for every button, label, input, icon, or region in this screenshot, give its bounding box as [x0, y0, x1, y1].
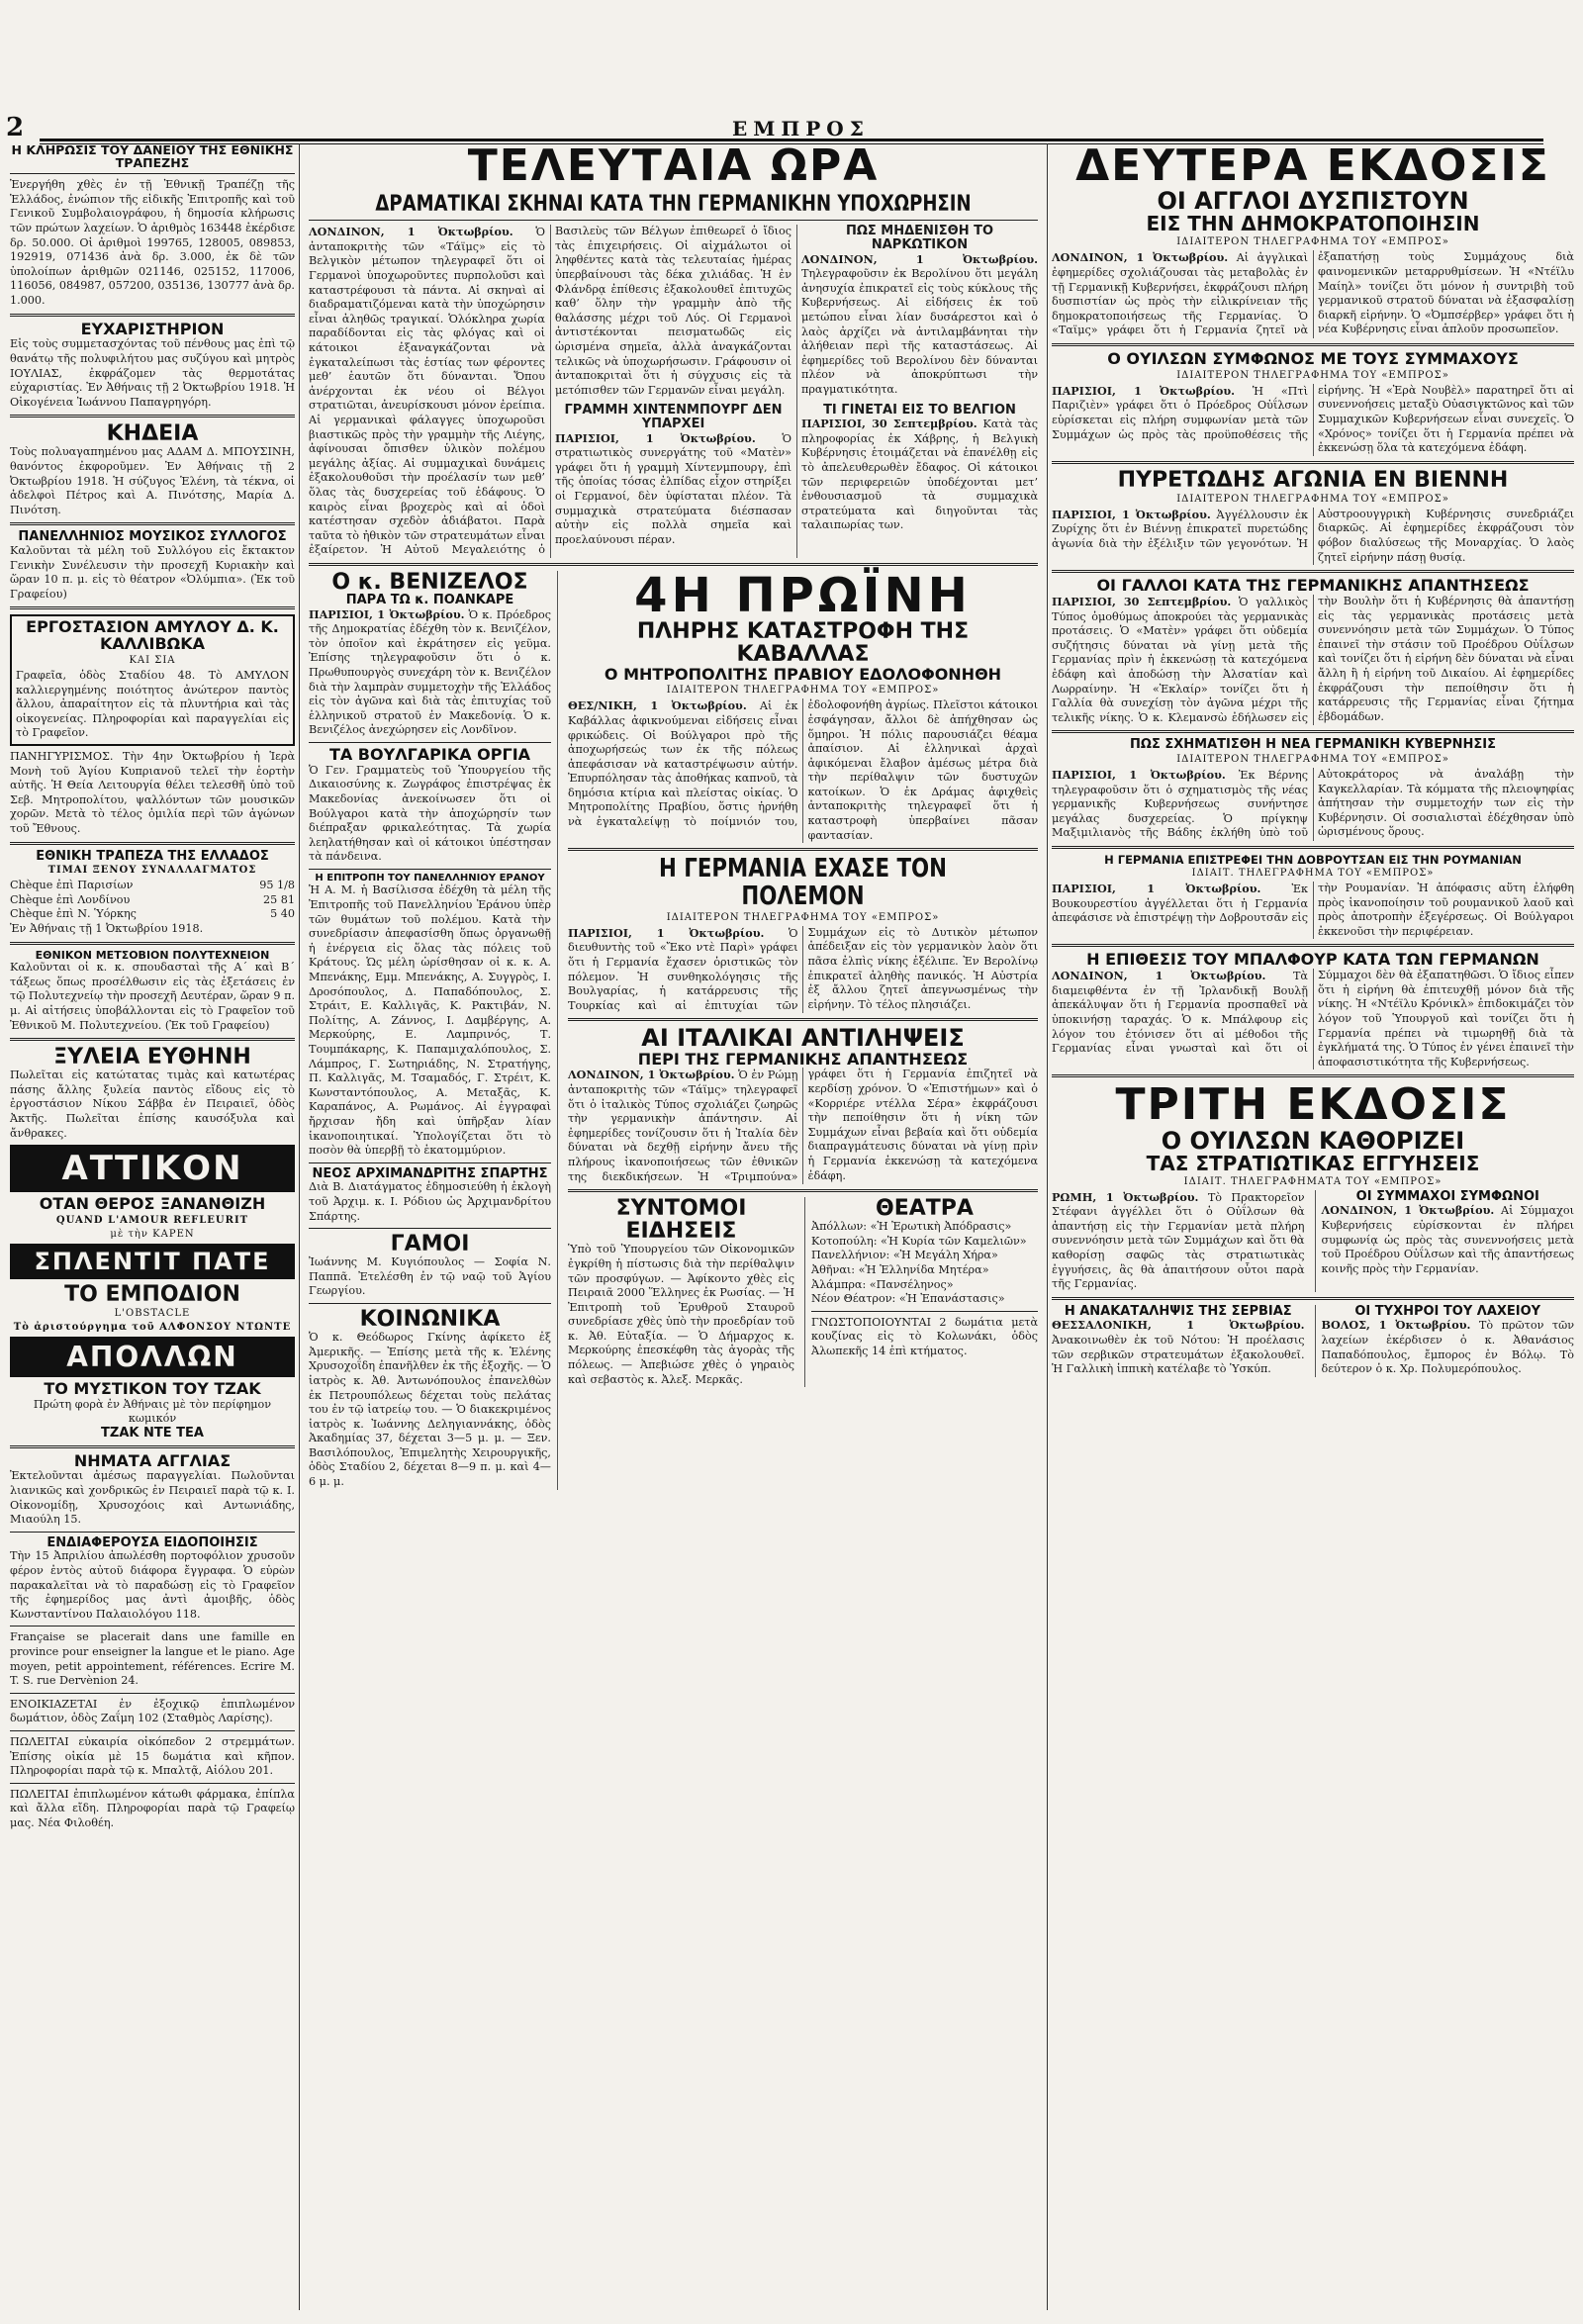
jack-film: ΤΟ ΜΥΣΤΙΚΟΝ ΤΟΥ ΤΖΑΚ: [44, 1379, 261, 1399]
classified-rooms: ΓΝΩΣΤΟΠΟΙΟΥΝΤΑΙ 2 δωμάτια μετὰ κουζίνας εἰς τὸ Κολωνάκι, ὁδὸς Ἀλωπεκῆς 14 ἐπὶ κτήματος.: [811, 1315, 1038, 1357]
kavala-story: [568, 698, 1038, 843]
wilson-guarantees-heading: Ο ΟΥΙΛΣΩΝ ΚΑΘΟΡΙΖΕΙ: [1161, 1126, 1465, 1155]
lottery-winners-text: Τὸ πρῶτον τῶν λαχείων ἐκέρδισεν ὁ κ. Ἀθανάσιος Παπαδόπουλος, ἔμπορος ἐν Βόλῳ. Τὸ δεύτερον ὁ κ. Χρ. Πολυμερόπουλος.: [1321, 1319, 1574, 1376]
brief-news-row: [568, 1197, 1038, 1387]
third-edition-row: [1052, 1190, 1574, 1292]
notice-heading: ΕΝΔΙΑΦΕΡΟΥΣΑ ΕΙΔΟΠΟΙΗΣΙΣ: [47, 1534, 258, 1550]
theatre-row: Ἀθῆναι: «Ἡ Ἑλληνίδα Μητέρα»: [811, 1263, 989, 1277]
social-heading: ΚΟΙΝΩΝΙΚΑ: [359, 1307, 501, 1333]
belgium-heading: ΤΙ ΓΙΝΕΤΑΙ ΕΙΣ ΤΟ ΒΕΛΓΙΟΝ: [823, 402, 1016, 418]
venizelos-story: [309, 607, 551, 738]
divider: [568, 848, 1038, 851]
masthead: [0, 113, 1583, 142]
english-distrust-story: [1052, 250, 1574, 338]
divider: [309, 869, 551, 870]
dateline: ΠΑΡΙΣΙΟΙ, 1 Ὀκτωβρίου.: [1052, 881, 1261, 895]
germany-lost-story: [568, 926, 1038, 1014]
divider: [309, 742, 551, 743]
orgies-heading: ΤΑ ΒΟΥΛΓΑΡΙΚΑ ΟΡΓΙΑ: [328, 745, 531, 765]
funeral-heading: ΚΗΔΕΙΑ: [106, 421, 199, 447]
divider: [309, 1303, 551, 1304]
divider: [1052, 570, 1574, 573]
divider: [10, 1532, 295, 1533]
divider: [1052, 343, 1574, 346]
divider: [10, 415, 295, 418]
divider: [1052, 944, 1574, 947]
brief-news: [568, 1197, 794, 1387]
bank-date: Ἐν Ἀθήναις τῇ 1 Ὀκτωβρίου 1918.: [10, 921, 204, 935]
orgies-text: Ὁ Γεν. Γραμματεὺς τοῦ Ὑπουργείου τῆς Δικαιοσύνης κ. Ζωγράφος ἐπιστρέψας ἐκ Μακεδονίας ἀνεκοίνωσεν ὅτι οἱ Βούλγαροι κατὰ τὴν ἀποχώρησίν των διέπραξαν φρικαλεότητας. Τὰ χωρία λεηλατήθησαν καὶ οἱ κάτοικοι ὑπέστησαν τὰ πάνδεινα.: [309, 763, 551, 864]
english-distrust-agency: ΙΔΙΑΙΤΕΡΟΝ ΤΗΛΕΓΡΑΦΗΜΑ ΤΟΥ «ΕΜΠΡΟΣ»: [1176, 236, 1449, 248]
left-column: [6, 143, 300, 2310]
third-edition-heading: ΤΡΙΤΗ ΕΚΔΟΣΙΣ: [1115, 1079, 1511, 1131]
new-government-heading: ΠΩΣ ΣΧΗΜΑΤΙΣΘΗ Η ΝΕΑ ΓΕΡΜΑΝΙΚΗ ΚΥΒΕΡΝΗΣΙΣ: [1130, 737, 1496, 753]
music-society-text: Καλοῦνται τὰ μέλη τοῦ Συλλόγου εἰς ἔκτακτον Γενικὴν Συνέλευσιν τὴν προσεχῆ Κυριακὴν καὶ ὥραν 10 π. μ. εἰς τὸ θέατρον «Ὀλύμπια». (Ἐκ τοῦ Γραφείου): [10, 544, 295, 601]
vienna-heading: ΠΥΡΕΤΩΔΗΣ ΑΓΩΝΙΑ ΕΝ ΒΙΕΝΝΗ: [1117, 467, 1509, 493]
rate-row: [10, 893, 295, 908]
divider: [309, 1228, 551, 1229]
divider: [10, 1783, 295, 1784]
dateline: ΠΑΡΙΣΙΟΙ, 1 Ὀκτωβρίου.: [1052, 383, 1236, 398]
dateline: ΠΑΡΙΣΙΟΙ, 1 Ὀκτωβρίου.: [1052, 767, 1226, 782]
divider: [1052, 730, 1574, 733]
dateline: ΛΟΝΔΙΝΟΝ, 1 Ὀκτωβρίου.: [1052, 969, 1266, 983]
venizelos-heading: Ο κ. ΒΕΝΙΖΕΛΟΣ: [331, 569, 528, 595]
bank-sub: ΤΙΜΑΙ ΞΕΝΟΥ ΣΥΝΑΛΛΑΓΜΑΤΟΣ: [47, 865, 257, 877]
page-number: 2: [6, 113, 25, 142]
italian-sub: ΠΕΡΙ ΤΗΣ ΓΕΡΜΑΝΙΚΗΣ ΑΠΑΝΤΗΣΕΩΣ: [637, 1049, 969, 1069]
weddings-text: Ἰωάννης Μ. Κυγιόπουλος — Σοφία Ν. Παππᾶ. Ἐτελέσθη ἐν τῷ ναῷ τοῦ Ἁγίου Γεωργίου.: [309, 1255, 551, 1298]
balfour-text: Τὰ διαμειφθέντα ἐν τῇ Ἰρλανδικῇ Βουλῇ ἀπεκάλυψαν ὅτι ἡ Γερμανία προσπαθεῖ νὰ ὑποκινήσῃ ταραχάς. Ὁ κ. Μπάλφουρ εἰς λόγον του ἐτόνισεν ὅτι αἱ μέθοδοι τῆς Γερμανίας εἶναι γνωσταὶ καὶ ὅτι οἱ Σύμμαχοι δὲν θὰ ἐξαπατηθῶσι. Ὁ ἴδιος εἶπεν ὅτι ἡ εἰρήνη θὰ ἐπιτευχθῇ μόνον διὰ τῆς νίκης. Ἡ «Ντέϊλυ Κρόνικλ» ἐπιδοκιμάζει τὸν λόγον τοῦ Ὑπουργοῦ καὶ τονίζει ὅτι ἡ Γερμανία πρέπει νὰ τιμωρηθῇ διὰ τὰ ἐγκλήματά της. Ὁ Τύπος ἐν γένει ἐπαινεῖ τὴν ἀποφασιστικότητα τῆς Κυβερνήσεως.: [1052, 969, 1574, 1069]
narcotic-text: Τηλεγραφοῦσιν ἐκ Βερολίνου ὅτι μεγάλη ἀνησυχία ἐπικρατεῖ εἰς τοὺς κύκλους τῆς Κυβερνήσεως. Αἱ εἰδήσεις ἐκ τοῦ μετώπου εἶναι λίαν δυσάρεστοι καὶ ὁ λαὸς ἀρχίζει νὰ ἀντιλαμβάνηται τὴν ἀλήθειαν περὶ τῆς καταστάσεως. Αἱ ἐφημερίδες τοῦ Βερολίνου δὲν δύνανται πλέον νὰ ἀποκρύπτωσι τὴν πραγματικότητα.: [801, 267, 1038, 396]
wilson-guarantees-agency: ΙΔΙΑΙΤ. ΤΗΛΕΓΡΑΦΗΜΑΤΑ ΤΟΥ «ΕΜΠΡΟΣ»: [1183, 1175, 1443, 1187]
vienna-story: [1052, 508, 1574, 565]
brief-news-heading: ΣΥΝΤΟΜΟΙ ΕΙΔΗΣΕΙΣ: [615, 1196, 747, 1245]
wilson-agrees-story: [1052, 384, 1574, 456]
timber-heading: ΞΥΛΕΙΑ ΕΥΘΗΝΗ: [53, 1045, 251, 1070]
bottom-row: [1052, 1305, 1574, 1377]
rate-row: [10, 907, 295, 922]
hindenburg-heading: ΓΡΑΜΜΗ ΧΙΝΤΕΝΜΠΟΥΡΓ ΔΕΝ ΥΠΑΡΧΕΙ: [564, 403, 783, 432]
attikon-film: ΟΤΑΝ ΘΕΡΟΣ ΞΑΝΑΝΘΙΖΗ: [39, 1194, 266, 1214]
venizelos-sub: ΠΑΡΑ ΤΩ κ. ΠΟΑΝΚΑΡΕ: [345, 593, 514, 608]
center-left-sub: [309, 571, 558, 1490]
apollon-banner: ΑΠΟΛΛΩΝ: [10, 1337, 295, 1377]
masthead-rule: [40, 139, 1543, 141]
rate-value: 95 1/8: [259, 879, 295, 892]
serbia-heading: Η ΑΝΑΚΑΤΑΛΗΨΙΣ ΤΗΣ ΣΕΡΒΙΑΣ: [1064, 1303, 1292, 1319]
archimandrite-heading: ΝΕΟΣ ΑΡΧΙΜΑΝΔΡΙΤΗΣ ΣΠΑΡΤΗΣ: [312, 1165, 548, 1181]
theatre-listing: [811, 1220, 1038, 1307]
classified-1: ΕΝΟΙΚΙΑΖΕΤΑΙ ἐν ἐξοχικῷ ἐπιπλωμένον δωμάτιον, ὁδὸς Ζαΐμη 102 (Σταθμὸς Λαρίσης).: [10, 1697, 295, 1725]
germany-lost-heading: Η ΓΕΡΜΑΝΙΑ ΕΧΑΣΕ ΤΟΝ ΠΟΛΕΜΟΝ: [658, 854, 948, 911]
classified-3: ΠΩΛΕΙΤΑΙ ἐπιπλωμένον κάτωθι φάρμακα, ἐπίπλα καὶ ἄλλα εἴδη. Πληροφορίαι παρὰ τῷ Γραφείῳ μας. Νέα Φιλοθέη.: [10, 1787, 295, 1829]
lottery-winners-heading: ΟΙ ΤΥΧΗΡΟΙ ΤΟΥ ΛΑΧΕΙΟΥ: [1354, 1303, 1541, 1319]
social-text: Ὁ κ. Θεόδωρος Γκίνης ἀφίκετο ἐξ Ἀμερικῆς. — Ἐπίσης μετὰ τῆς κ. Ἑλένης Χρυσοχοΐδη ἐπανῆλθεν ἐκ τῆς ἐξοχῆς. — Ὁ ἰατρὸς κ. Ἀθ. Ἀντωνόπουλος ἐπανελθὼν ἐκ Πετρουπόλεως δέχεται τοὺς πελάτας του ἐν τῷ ἰατρείῳ του. — Ὁ διακεκριμένος ἰατρὸς κ. Ἰωάννης Δεληγιαννάκης, ὁδὸς Ἀκαδημίας 37, δέχεται 3—5 μ. μ. — Ξεν. Βασιλόπουλος, Ἐπιμελητὴς Χειρουργικῆς, ὁδὸς Σταδίου 2, δέχεται 8—9 π. μ. καὶ 4—6 μ. μ.: [309, 1331, 551, 1489]
hindenburg-text: Ὁ στρατιωτικὸς συνεργάτης τοῦ «Ματὲν» γράφει ὅτι ἡ γραμμὴ Χίντενμπουργ, ἐπὶ τῆς ὁποίας τόσας ἐλπίδας εἶχον στηρίξει οἱ Γερμανοί, δὲν ὑφίσταται πλέον. Τὰ συμμαχικὰ στρατεύματα διέσπασαν αὐτὴν εἰς πολλὰ σημεῖα καὶ προελαύνουσι πέραν.: [555, 431, 792, 546]
french-reply-text: Ὁ γαλλικὸς Τύπος ὁμοθύμως ἀποκρούει τὰς γερμανικὰς προτάσεις. Ὁ «Ματὲν» γράφει ὅτι οὐδεμία συζήτησις δύναται νὰ γίνῃ μετὰ τῆς Γερμανίας πρὶν ἡ ἐκκενώσῃ τὰ κατεχόμενα ἐδάφη καὶ ἀποδώσῃ τὴν Ἀλσατίαν καὶ Λωρραίνην. Ἡ «Ἐκλαίρ» τονίζει ὅτι ἡ Γαλλία θὰ συνεχίσῃ τὸν ἀγῶνα μέχρι τῆς τελικῆς νίκης. Ὁ κ. Κλεμανσὼ ἐδήλωσεν εἰς τὴν Βουλὴν ὅτι ἡ Κυβέρνησις θὰ ἀπαντήσῃ εἰς τὰς γερμανικὰς προτάσεις μετὰ συνεννόησιν μετὰ τῶν Συμμάχων. Ὁ Τύπος ἐπαινεῖ τὴν στάσιν τοῦ Προέδρου Οὐΐλσων καὶ τονίζει ὅτι ἡ εἰρήνη δὲν δύναται νὰ εἶναι ἄλλη ἢ ἡ εἰρήνη τοῦ Δικαίου. Αἱ ἐφημερίδες ἐκφράζουσι τὴν πεποίθησιν ὅτι ἡ κατάρρευσις τῆς Γερμανίας εἶναι ζήτημα ἑβδομάδων.: [1052, 594, 1574, 724]
fundraiser-heading: Η ΕΠΙΤΡΟΠΗ ΤΟΥ ΠΑΝΕΛΛΗΝΙΟΥ ΕΡΑΝΟΥ: [315, 872, 545, 883]
paper-name: ΕΜΠΡΟΣ: [732, 117, 870, 140]
divider: [309, 1162, 551, 1163]
divider: [568, 1189, 1038, 1192]
attikon-banner: ΑΤΤΙΚΟΝ: [10, 1145, 295, 1192]
dateline: ΠΑΡΙΣΙΟΙ, 1 Ὀκτωβρίου.: [309, 606, 465, 621]
morning-edition-heading: 4Η ΠΡΩΪΝΗ: [634, 567, 972, 623]
divider: [1052, 461, 1574, 464]
polytechnic-text: Καλοῦνται οἱ κ. κ. σπουδασταὶ τῆς Α΄ καὶ Β΄ τάξεως ὅπως προσέλθωσιν εἰς τὰς ἐξετάσεις ἐν τῷ Πολυτεχνείῳ τὴν προσεχῆ Δευτέραν, ὥραν 9 π. μ. Αἱ αἰτήσεις ὑποβάλλονται εἰς τὸ Γραφεῖον τοῦ Ἐθνικοῦ Μ. Πολυτεχνείου. (Ἐκ τοῦ Γραφείου): [10, 961, 295, 1032]
weddings-heading: ΓΑΜΟΙ: [390, 1232, 470, 1257]
divider: [10, 1445, 295, 1448]
germany-lost-text: Ὁ διευθυντὴς τοῦ «Ἔκο ντὲ Παρὶ» γράφει ὅτι ἡ Γερμανία ἔχασεν ὁριστικῶς τὸν πόλεμον. Ἡ συνθηκολόγησις τῆς Βουλγαρίας, ἡ κατάρρευσις τῆς Τουρκίας καὶ αἱ ἐπιτυχίαι τῶν Συμμάχων εἰς τὸ Δυτικὸν μέτωπον ἀπέδειξαν εἰς τὸν γερμανικὸν λαὸν ὅτι πᾶσα ἐλπὶς νίκης ἐξέλιπε. Ἐν Βερολίνῳ ἐπικρατεῖ ἀληθὴς πανικός. Ἡ Αὐστρία ἐξ ἄλλου ζητεῖ ἀπεγνωσμένως τὴν εἰρήνην. Τὸ τέλος πλησιάζει.: [568, 925, 1038, 1012]
last-hour-heading: ΤΕΛΕΥΤΑΙΑ ΩΡΑ: [467, 143, 880, 191]
dateline: ΛΟΝΔΙΝΟΝ, 1 Ὀκτωβρίου.: [801, 251, 1038, 266]
rate-label: Chèque ἐπὶ Λονδίνου: [10, 892, 131, 906]
bank-heading: ΕΘΝΙΚΗ ΤΡΑΠΕΖΑ ΤΗΣ ΕΛΛΑΔΟΣ: [36, 848, 269, 864]
music-society-heading: ΠΑΝΕΛΛΗΝΙΟΣ ΜΟΥΣΙΚΟΣ ΣΥΛΛΟΓΟΣ: [18, 529, 287, 545]
obstacle-film-author: Τὸ ἀριστούργημα τοῦ ΑΛΦΟΝΣΟΥ ΝΤΩΝΤΕ: [13, 1322, 292, 1334]
belgium-text: Κατὰ τὰς πληροφορίας ἐκ Χάβρης, ἡ Βελγικὴ Κυβέρνησις ἑτοιμάζεται νὰ ἐπανέλθῃ εἰς τὸ ἀπελευθερωθὲν ἔδαφος. Οἱ κάτοικοι τῶν περιφερειῶν ὑποδέχονται μετ’ ἐνθουσιασμοῦ τὰ συμμαχικὰ στρατεύματα καὶ διηγοῦνται τὰς ταλαιπωρίας των.: [801, 418, 1038, 532]
dateline: ΠΑΡΙΣΙΟΙ, 30 Σεπτεμβρίου.: [801, 417, 978, 431]
center-right-sub: [568, 567, 1038, 1490]
theatre-row: Ἀπόλλων: «Ἡ Ἐρωτικὴ Ἀπόδρασις»: [811, 1220, 1012, 1234]
dramatic-scenes-story: [309, 225, 1038, 558]
dramatic-scenes-text: Ὁ ἀνταποκριτὴς τῶν «Τάϊμς» εἰς τὸ Βελγικὸν μέτωπον τηλεγραφεῖ ὅτι οἱ Γερμανοὶ ὑποχωροῦντες πυρπολοῦσι καὶ καταστρέφουσι τὰ πάντα. Αἱ σκηναὶ αἱ διαδραματιζόμεναι κατὰ τὴν ὑποχώρησιν εἶναι ἀληθῶς τραγικαί. Ὁλόκληρα χωρία παραδίδονται εἰς τὰς φλόγας καὶ οἱ κάτοικοι ἐξαναγκάζονται νὰ ἐγκαταλείπωσι τὰς ἑστίας των φέροντες μεθ’ ἑαυτῶν ὅτι δύνανται. Ὅπου ἀνέρχονται ἐκ νέου οἱ Βέλγοι στρατιῶται, ἀνευρίσκουσι μόνον ἐρείπια. Αἱ γερμανικαὶ φάλαγγες ὑποχωροῦσι βιαστικῶς πρὸς τὴν γραμμὴν τῆς Λιέγης, ἀφίνουσαι ὄπισθεν ὑλικὸν πολέμου μεγάλης ἀξίας. Αἱ συμμαχικαὶ δυνάμεις ἐξακολουθοῦσι τὴν προέλασίν των μεθ’ ὅλας τὰς δυσχερείας τοῦ ἐδάφους. Ὁ καιρὸς εἶναι βροχερὸς καὶ αἱ ὁδοὶ κατέστησαν σχεδὸν ἀδιάβατοι. Παρὰ ταῦτα τὸ ἠθικὸν τῶν στρατευμάτων εἶναι ἐξαίρετον. Ἡ Αὐτοῦ Μεγαλειότης ὁ Βασιλεὺς τῶν Βέλγων ἐπιθεωρεῖ ὁ ἴδιος τὰς ἐπιχειρήσεις. Οἱ αἰχμάλωτοι οἱ ληφθέντες κατὰ τὰς τελευταίας ἡμέρας ὑπερβαίνουσι τὰς δέκα χιλιάδας. Ἡ ἐν Φλάνδρᾳ ἐπίθεσις ἐξακολουθεῖ ἐπιτυχῶς καθ’ ὅλην τὴν γραμμὴν ἀπὸ τῆς θαλάσσης μέχρι τοῦ Λύς. Οἱ Γερμανοὶ ἀντιστέκονται πεισματωδῶς εἰς ὡρισμένα σημεῖα, ἀλλὰ ἀναγκάζονται τελικῶς νὰ ὑποχωρήσωσιν. Γράφουσιν οἱ ἀνταποκριταὶ ὅτι ἡ σύγχυσις εἰς τὰ μετόπισθεν τῶν Γερμανῶν εἶναι μεγάλη.: [309, 225, 792, 557]
festival-text: ΠΑΝΗΓΥΡΙΣΜΟΣ. Τὴν 4ην Ὀκτωβρίου ἡ Ἱερὰ Μονὴ τοῦ Ἁγίου Κυπριανοῦ τελεῖ τὴν ἑορτὴν αὐτῆς. Ἡ Θεία Λειτουργία θέλει τελεσθῆ ὑπὸ τοῦ Σεβ. Μητροπολίτου, ψαλλόντων τῶν μουσικῶν χορῶν. Μετὰ τὸ τέλος ὁμιλία περὶ τῶν ἀγώνων τοῦ Ἔθνους.: [10, 750, 295, 835]
divider: [1052, 846, 1574, 849]
serbia-text: Ἀνακοινωθὲν ἐκ τοῦ Νότου: Ἡ προέλασις τῶν σερβικῶν στρατευμάτων ἐξακολουθεῖ. Ἡ Γαλλικὴ ἱππικὴ κατέλαβε τὸ Ὑσκύπ.: [1052, 1334, 1305, 1376]
italian-story: [568, 1068, 1038, 1184]
divider: [1052, 1297, 1574, 1300]
lottery-text: Ἐνεργήθη χθὲς ἐν τῇ Ἐθνικῇ Τραπέζῃ τῆς Ἑλλάδος, ἐνώπιον τῆς εἰδικῆς Ἐπιτροπῆς καὶ τοῦ Γενικοῦ Συμβολαιογράφου, ἡ δημοσία κλήρωσις τῶν πρώτων λαχείων. Ὁ ἀριθμὸς 163448 ἐκέρδισε δρ. 50.000. Οἱ ἀριθμοὶ 199765, 128005, 089853, 192919, 071436 ἀνὰ δρ. 3.000, ἐκ δὲ τῶν ὑπολοίπων ἀριθμῶν 021146, 025152, 117006, 116056, 084987, 057200, 035136, 130777 ἀνὰ δρ. 1.000.: [10, 178, 295, 307]
dobruja-agency: ΙΔΙΑΙΤ. ΤΗΛΕΓΡΑΦΗΜΑ ΤΟΥ «ΕΜΠΡΟΣ»: [1191, 867, 1435, 879]
dateline: ΛΟΝΔΙΝΟΝ, 1 Ὀκτωβρίου.: [1321, 1203, 1495, 1218]
english-distrust-sub: ΕΙΣ ΤΗΝ ΔΗΜΟΚΡΑΤΟΠΟΙΗΣΙΝ: [1146, 212, 1480, 236]
wilson-agrees-agency: ΙΔΙΑΙΤΕΡΟΝ ΤΗΛΕΓΡΑΦΗΜΑ ΤΟΥ «ΕΜΠΡΟΣ»: [1176, 369, 1449, 381]
starch-heading: ΕΡΓΟΣΤΑΣΙΟΝ ΑΜΥΛΟΥ Δ. Κ. ΚΑΛΛΙΒΩΚΑ: [26, 617, 279, 654]
new-government-story: [1052, 768, 1574, 841]
rate-row: [10, 879, 295, 893]
balfour-heading: Η ΕΠΙΘΕΣΙΣ ΤΟΥ ΜΠΑΛΦΟΥΡ ΚΑΤΑ ΤΩΝ ΓΕΡΜΑΝΩΝ: [1086, 950, 1539, 970]
vienna-agency: ΙΔΙΑΙΤΕΡΟΝ ΤΗΛΕΓΡΑΦΗΜΑ ΤΟΥ «ΕΜΠΡΟΣ»: [1176, 493, 1449, 505]
divider: [10, 314, 295, 317]
attikon-film-star: μὲ τὴν ΚΑΡΕΝ: [110, 1228, 195, 1240]
wilson-agrees-text: Ἡ «Πτὶ Παριζιὲν» γράφει ὅτι ὁ Πρόεδρος Οὐΐλσων εὑρίσκεται εἰς πλήρη συμφωνίαν μετὰ τῶν Συμμάχων ὡς πρὸς τὰς προϋποθέσεις τῆς εἰρήνης. Ἡ «Ἐρὰ Νουβὲλ» παρατηρεῖ ὅτι αἱ συνεννοήσεις μεταξὺ Οὐασιγκτῶνος καὶ τῶν Συμμαχικῶν Κυβερνήσεων εἶναι συνεχεῖς. Ὁ «Χρόνος» τονίζει ὅτι ἡ Γερμανία πρέπει νὰ ἐκκενώσῃ ὅλα τὰ κατεχόμενα ἐδάφη.: [1052, 383, 1574, 455]
divider: [10, 1693, 295, 1694]
second-edition-heading: ΔΕΥΤΕΡΑ ΕΚΔΟΣΙΣ: [1075, 143, 1550, 191]
obstacle-film: ΤΟ ΕΜΠΟΔΙΟΝ: [64, 1281, 240, 1307]
narcotic-heading: ΠΩΣ ΜΗΔΕΝΙΣΘΗ ΤΟ ΝΑΡΚΩΤΙΚΟΝ: [845, 224, 994, 252]
theatres: [804, 1197, 1038, 1387]
polytechnic-heading: ΕΘΝΙΚΟΝ ΜΕΤΣΟΒΙΟΝ ΠΟΛΥΤΕΧΝΕΙΟΝ: [35, 948, 270, 962]
kavala-agency: ΙΔΙΑΙΤΕΡΟΝ ΤΗΛΕΓΡΑΦΗΜΑ ΤΟΥ «ΕΜΠΡΟΣ»: [666, 685, 940, 697]
center-lower: [309, 567, 1038, 1490]
divider: [309, 220, 1038, 221]
fundraiser-text: Ἡ Α. Μ. ἡ Βασίλισσα ἐδέχθη τὰ μέλη τῆς Ἐπιτροπῆς τοῦ Πανελληνίου Ἐράνου ὑπὲρ τῶν θυμάτων τοῦ πολέμου. Κατὰ τὴν συνεδρίασιν ἀπεφασίσθη ὅπως ὀργανωθῇ ἡ ἐνέργεια εἰς ὅλας τὰς πόλεις τοῦ Κράτους. Ὡς μέλη ὡρίσθησαν οἱ κ. κ. Α. Μπενάκης, Εμμ. Μπενάκης, Α. Συγγρὸς, Ι. Δροσόπουλος, Δ. Παπαδόπουλος, Σ. Στράιτ, Ε. Καλλιγᾶς, Κ. Ρακτιβάν, Ν. Πολίτης, Α. Ζάννος, Ι. Δαμβέργης, Α. Μερκούρης, Ε. Λαμπρινός, Τ. Τουμπάκαρης, Κ. Παπαμιχαλόπουλος, Σ. Λάμπρος, Γ. Σωτηριάδης, Ν. Στρατήγης, Π. Καλλιγᾶς, Μ. Τσαμαδός, Γ. Στρέιτ, Κ. Κωνσταντόπουλος, Α. Μεταξᾶς, Κ. Καραπάνος, Α. Ρωμάνος. Αἱ ἐγγραφαὶ ἤρχισαν ἤδη καὶ ὑπῆρξαν λίαν ἱκανοποιητικαί. Ὑπολογίζεται ὅτι τὸ ποσὸν θὰ ὑπερβῇ τὸ ἑκατομμύριον.: [309, 883, 551, 1158]
wilson-guarantees-story: [1052, 1190, 1305, 1292]
dateline: ΘΕΣ/ΝΙΚΗ, 1 Ὀκτωβρίου.: [568, 698, 747, 713]
notice-text: Τὴν 15 Ἀπριλίου ἀπωλέσθη πορτοφόλιον χρυσοῦν φέρον ἐντὸς αὐτοῦ διάφορα ἔγγραφα. Ὁ εὑρὼν παρακαλεῖται νὰ τὸ παραδώσῃ εἰς τὸ Γραφεῖον τῆς ἐφημερίδος μας ἀντὶ ἀμοιβῆς, ὁδὸς Κωνσταντίνου Παλαιολόγου 118.: [10, 1549, 295, 1621]
threads-heading: ΝΗΜΑΤΑ ΑΓΓΛΙΑΣ: [73, 1450, 232, 1470]
kavala-sub: Ο ΜΗΤΡΟΠΟΛΙΤΗΣ ΠΡΑΒΙΟΥ ΕΔΟΛΟΦΟΝΗΘΗ: [604, 664, 1002, 684]
rate-value: 25 81: [262, 892, 295, 906]
lottery-winners-story: [1322, 1318, 1575, 1376]
divider: [10, 606, 295, 609]
dateline: ΘΕΣΣΑΛΟΝΙΚΗ, 1 Ὀκτωβρίου.: [1052, 1318, 1305, 1333]
jack-film-star: ΤΖΑΚ ΝΤΕ ΤΕΑ: [101, 1426, 204, 1441]
lottery-winners: [1315, 1305, 1575, 1377]
wilson-guarantees-text: Τὸ Πρακτορεῖον Στέφανι ἀγγέλλει ὅτι ὁ Οὐΐλσων θὰ ἀπαντήσῃ εἰς τὴν Γερμανίαν μετὰ πλήρη συνεννόησιν μετὰ τῶν Συμμάχων καὶ ὅτι θὰ καθορίσῃ σαφῶς τὰς στρατιωτικὰς ἐγγυήσεις, ἃς θὰ ἀπαιτήσουν οὗτοι παρὰ τῆς Γερμανίας.: [1052, 1190, 1305, 1291]
dateline: ΠΑΡΙΣΙΟΙ, 1 Ὀκτωβρίου.: [555, 430, 756, 445]
allies-agree-story: [1322, 1203, 1575, 1276]
venizelos-text: Ὁ κ. Πρόεδρος τῆς Δημοκρατίας ἐδέχθη τὸν κ. Βενιζέλον, τὸν ὁποῖον καὶ ἐκράτησεν εἰς γεῦμα. Ἐπίσης τηλεγραφοῦσιν ὅτι ὁ κ. Πρωθυπουργὸς συνεχάρη τὸν κ. Βενιζέλον διὰ τὴν λαμπρὰν συμμετοχὴν τῆς Ἑλλάδος εἰς τὸν ἀγῶνα καὶ διὰ τὰς ἐπιτυχίας τοῦ ἑλληνικοῦ στρατοῦ ἐν Μακεδονίᾳ. Ὁ κ. Βενιζέλος ἀνεχώρησεν εἰς Λονδῖνον.: [309, 607, 551, 737]
classified-2: ΠΩΛΕΙΤΑΙ εὐκαιρία οἰκόπεδον 2 στρεμμάτων. Ἐπίσης οἰκία μὲ 15 δωμάτια καὶ κῆπον. Πληροφορίαι παρὰ τῷ κ. Μπαλτᾷ, Αἰόλου 201.: [10, 1735, 295, 1778]
vienna-text: Ἀγγέλλουσιν ἐκ Ζυρίχης ὅτι ἐν Βιέννῃ ἐπικρατεῖ πυρετώδης ἀγωνία διὰ τὴν ἐξέλιξιν τῶν γεγονότων. Ἡ Αὐστροουγγρικὴ Κυβέρνησις συνεδριάζει διαρκῶς. Αἱ ἐφημερίδες ἐκφράζουσι τὸν φόβον διαλύσεως τῆς Μοναρχίας. Ὁ λαὸς ζητεῖ εἰρήνην πάσῃ θυσίᾳ.: [1052, 507, 1574, 564]
french-reply-heading: ΟΙ ΓΑΛΛΟΙ ΚΑΤΑ ΤΗΣ ΓΕΡΜΑΝΙΚΗΣ ΑΠΑΝΤΗΣΕΩΣ: [1096, 576, 1530, 596]
lottery-heading: Η ΚΛΗΡΩΣΙΣ ΤΟΥ ΔΑΝΕΙΟΥ ΤΗΣ ΕΘΝΙΚΗΣ ΤΡΑΠΕΖΗΣ: [11, 143, 294, 171]
wilson-guarantees-sub: ΤΑΣ ΣΤΡΑΤΙΩΤΙΚΑΣ ΕΓΓΥΗΣΕΙΣ: [1146, 1151, 1480, 1175]
balfour-story: [1052, 969, 1574, 1069]
rate-label: Chèque ἐπὶ Ν. Ὑόρκης: [10, 907, 137, 921]
dateline: ΠΑΡΙΣΙΟΙ, 30 Σεπτεμβρίου.: [1052, 594, 1232, 608]
theatres-heading: ΘΕΑΤΡΑ: [876, 1196, 974, 1222]
french-reply-story: [1052, 595, 1574, 725]
french-ad-text: Française se placerait dans une famille en province pour enseigner la langue et le piano. Age moyen, petit appointement, références. Ecrire M. T. S. rue Dervènion 24.: [10, 1630, 295, 1688]
thanks-heading: ΕΥΧΑΡΙΣΤΗΡΙΟΝ: [80, 319, 225, 338]
new-government-agency: ΙΔΙΑΙΤΕΡΟΝ ΤΗΛΕΓΡΑΦΗΜΑ ΤΟΥ «ΕΜΠΡΟΣ»: [1176, 753, 1449, 765]
brief-news-text: Ὑπὸ τοῦ Ὑπουργείου τῶν Οἰκονομικῶν ἐγκρίθη ἡ πίστωσις διὰ τὴν περίθαλψιν τῶν προσφύγων. — Ἀφίκοντο χθὲς εἰς Πειραιᾶ 2000 Ἕλληνες ἐκ Ρωσίας. — Ἡ Ἐπιτροπὴ τοῦ Ἐρυθροῦ Σταυροῦ συνεδρίασε χθὲς ὑπὸ τὴν προεδρίαν τοῦ κ. Ἀθ. Εὐταξία. — Ὁ Δήμαρχος κ. Μερκούρης ἐπεσκέφθη τὰς ἀγορὰς τῆς πόλεως. — Ἀπεβιώσε χθὲς ὁ γηραιὸς καὶ σεβαστὸς κ. Ἀλεξ. Μερκᾶς.: [568, 1243, 794, 1386]
divider: [1052, 1074, 1574, 1077]
italian-text: Ὁ ἐν Ρώμῃ ἀνταποκριτὴς τῶν «Τάϊμς» τηλεγραφεῖ ὅτι ὁ ἰταλικὸς Τύπος σχολιάζει ζωηρῶς τὴν γερμανικὴν ἀπάντησιν. Αἱ ἐφημερίδες τονίζουσιν ὅτι ἡ Ἰταλία δὲν δύναται νὰ δεχθῇ εἰρήνην ἄνευ τῆς πλήρους ἱκανοποιήσεως τῶν ἐθνικῶν της διεκδικήσεων. Ἡ «Τριμπούνα» γράφει ὅτι ἡ Γερμανία ἐπιζητεῖ νὰ κερδίσῃ χρόνον. Ὁ «Ἐπιστήμων» καὶ ὁ «Κορριέρε ντέλλα Σέρα» ἐκφράζουσι τὴν πεποίθησιν ὅτι ἡ νίκη τῶν Συμμάχων εἶναι βεβαία καὶ ὅτι οὐδεμία διαπραγμάτευσις δύναται νὰ γίνῃ πρὶν ἡ Γερμανία ἐκκενώσῃ τὰ κατεχόμενα ἐδάφη.: [568, 1068, 1038, 1183]
germany-lost-agency: ΙΔΙΑΙΤΕΡΟΝ ΤΗΛΕΓΡΑΦΗΜΑ ΤΟΥ «ΕΜΠΡΟΣ»: [666, 911, 940, 923]
dobruja-heading: Η ΓΕΡΜΑΝΙΑ ΕΠΙΣΤΡΕΦΕΙ ΤΗΝ ΔΟΒΡΟΥΤΣΑΝ ΕΙΣ ΤΗΝ ΡΟΥΜΑΝΙΑΝ: [1104, 852, 1522, 867]
starch-sub: ΚΑΙ ΣΙΑ: [129, 655, 176, 667]
archimandrite-text: Διὰ Β. Διατάγματος ἐδημοσιεύθη ἡ ἐκλογὴ τοῦ Ἀρχιμ. κ. Ι. Ρόδιου ὡς Ἀρχιμανδρίτου Σπάρτης.: [309, 1180, 551, 1223]
splendid-banner: ΣΠΛΕΝΤΙΤ ΠΑΤΕ: [10, 1244, 295, 1279]
dateline: ΛΟΝΔΙΝΟΝ, 1 Ὀκτωβρίου.: [1052, 250, 1229, 265]
english-distrust-text: Αἱ ἀγγλικαὶ ἐφημερίδες σχολιάζουσαι τὰς μεταβολὰς ἐν τῇ Γερμανικῇ Κυβερνήσει, ἐκφράζουσι πλήρη δυσπιστίαν ὡς πρὸς τὴν εἰλικρίνειαν τῆς δημοκρατοποιήσεως τῆς Γερμανίας. Ὁ «Ταϊμς» γράφει ὅτι ἡ Γερμανία ζητεῖ νὰ ἐξαπατήσῃ τοὺς Συμμάχους διὰ φαινομενικῶν μεταρρυθμίσεων. Ἡ «Ντέϊλυ Μαίηλ» τονίζει ὅτι μόνον ἡ συντριβὴ τοῦ γερμανικοῦ στρατοῦ δύναται νὰ ἐξασφαλίσῃ διαρκῆ εἰρήνην. Ὁ «Ὀμπσέρβερ» γράφει ὅτι ἡ νέα Κυβέρνησις εἶναι ἁπλοῦν προσωπεῖον.: [1052, 250, 1574, 337]
divider: [10, 522, 295, 525]
divider: [10, 1038, 295, 1041]
dramatic-scenes-heading: ΔΡΑΜΑΤΙΚΑΙ ΣΚΗΝΑΙ ΚΑΤΑ ΤΗΝ ΓΕΡΜΑΝΙΚΗΝ ΥΠΟΧΩΡΗΣΙΝ: [375, 192, 972, 218]
rate-value: 5 40: [270, 907, 295, 921]
right-column: [1047, 143, 1578, 2310]
center-column: [305, 143, 1042, 2310]
theatre-row: Νέον Θέατρον: «Ἡ Ἐπανάστασις»: [811, 1292, 1005, 1306]
new-government-text: Ἐκ Βέρνης τηλεγραφοῦσιν ὅτι ὁ σχηματισμὸς τῆς νέας γερμανικῆς Κυβερνήσεως συνήντησε μεγάλας δυσχερείας. Ὁ πρίγκηψ Μαξιμιλιανὸς τῆς Βάδης ἐκλήθη ὑπὸ τοῦ Αὐτοκράτορος νὰ ἀναλάβῃ τὴν Καγκελλαρίαν. Τὰ κόμματα τῆς πλειοψηφίας ἀπήτησαν τὴν συμμετοχήν των εἰς τὴν Κυβέρνησιν. Οἱ σοσιαλισταὶ ἐδέχθησαν ὑπὸ ὡρισμένους ὅρους.: [1052, 767, 1574, 840]
kavala-text: Αἱ ἐκ Καβάλλας ἀφικνούμεναι εἰδήσεις εἶναι φρικώδεις. Οἱ Βούλγαροι πρὸ τῆς ἀποχωρήσεώς των ἐκ τῆς πόλεως ἀπεφάσισαν νὰ καταστρέψωσιν αὐτήν. Ἐπυρπόλησαν τὰς ἀποθήκας καπνοῦ, τὰ δημόσια κτίρια καὶ πλείστας οἰκίας. Ὁ Μητροπολίτης Πραβίου, ὅστις ἠρνήθη νὰ ἐγκαταλείψῃ τὸ ποίμνιόν του, ἐδολοφονήθη ἀγρίως. Πλεῖστοι κάτοικοι ἐσφάγησαν, ἄλλοι δὲ ἀπήχθησαν ὡς ὅμηροι. Ἡ πόλις παρουσιάζει θέαμα ἀπαίσιον. Αἱ ἑλληνικαὶ ἀρχαὶ ἀφικόμεναι ἔλαβον ἀμέσως μέτρα διὰ τὴν περίθαλψιν τῶν δυστυχῶν κατοίκων. Ὁ ἐκ Δράμας ἀφιχθεὶς ἀνταποκριτὴς τηλεγραφεῖ ὅτι ἡ καταστροφὴ ὑπερβαίνει πᾶσαν φαντασίαν.: [568, 698, 1038, 842]
jack-film-text: Πρώτη φορὰ ἐν Ἀθήναις μὲ τὸν περίφημον κωμικόν: [33, 1397, 272, 1426]
wilson-agrees-heading: Ο ΟΥΙΛΣΩΝ ΣΥΜΦΩΝΟΣ ΜΕ ΤΟΥΣ ΣΥΜΜΑΧΟΥΣ: [1107, 348, 1519, 368]
thanks-text: Εἰς τοὺς συμμετασχόντας τοῦ πένθους μας ἐπὶ τῷ θανάτῳ τῆς πολυφιλήτου μας συζύγου καὶ μητρὸς ΙΟΥΛΙΑΣ, ἐκφράζομεν τὰς θερμοτάτας εὐχαριστίας. Ἐν Ἀθήναις τῇ 2 Ὀκτωβρίου 1918. Ἡ Οἰκογένεια Ἰωάννου Παπαγρηγόρη.: [10, 337, 295, 409]
dateline: ΛΟΝΔΙΝΟΝ, 1 Ὀκτωβρίου.: [568, 1068, 735, 1082]
divider: [309, 563, 1038, 566]
threads-text: Ἐκτελοῦνται ἀμέσως παραγγελίαι. Πωλοῦνται λιανικῶς καὶ χονδρικῶς ἐν Πειραιεῖ παρὰ τῷ κ. Ι. Οἰκονομίδῃ, Χρυσοχόοις καὶ Αντωνιάδης, Μιαούλη 15.: [10, 1469, 295, 1527]
theatre-row: Πανελλήνιον: «Ἡ Μεγάλη Χήρα»: [811, 1249, 998, 1262]
kavala-heading: ΠΛΗΡΗΣ ΚΑΤΑΣΤΡΟΦΗ ΤΗΣ ΚΑΒΑΛΛΑΣ: [636, 619, 970, 668]
dateline: ΒΟΛΟΣ, 1 Ὀκτωβρίου.: [1321, 1318, 1471, 1333]
serbia-story: [1052, 1318, 1305, 1376]
divider: [10, 942, 295, 945]
dateline: ΡΩΜΗ, 1 Ὀκτωβρίου.: [1052, 1189, 1199, 1204]
obstacle-film-fr: L'OBSTACLE: [114, 1308, 191, 1320]
divider: [10, 173, 295, 174]
allies-agree: [1315, 1190, 1575, 1292]
attikon-film-fr: QUAND L'AMOUR REFLEURIT: [55, 1214, 249, 1226]
theatre-row: Ἀλάμπρα: «Πανσέληνος»: [811, 1277, 954, 1291]
divider: [10, 842, 295, 845]
english-distrust-heading: ΟΙ ΑΓΓΛΟΙ ΔΥΣΠΙΣΤΟΥΝ: [1157, 187, 1469, 216]
divider: [10, 1730, 295, 1731]
starch-factory-ad: [10, 614, 295, 746]
divider: [811, 1311, 1038, 1312]
rate-label: Chèque ἐπὶ Παρισίων: [10, 879, 134, 892]
dateline: ΠΑΡΙΣΙΟΙ, 1 Ὀκτωβρίου.: [568, 925, 765, 940]
divider: [568, 1018, 1038, 1021]
dateline: ΛΟΝΔΙΝΟΝ, 1 Ὀκτωβρίου.: [309, 225, 513, 239]
serbia: [1052, 1305, 1305, 1377]
dobruja-text: Ἐκ Βουκουρεστίου ἀγγέλλεται ὅτι ἡ Γερμανία ἀπεφάσισε νὰ ἐπιστρέψῃ τὴν Δοβρουτσᾶν εἰς τὴν Ρουμανίαν. Ἡ ἀπόφασις αὕτη ἐλήφθη πρὸς ἱκανοποίησιν τοῦ ρουμανικοῦ λαοῦ καὶ πρὸς ἀποτροπὴν ἐξεγέρσεως. Οἱ Βούλγαροι ἐκκενοῦσι τὴν περιφέρειαν.: [1052, 881, 1574, 938]
funeral-text: Τοὺς πολυαγαπημένου μας ΑΔΑΜ Δ. ΜΠΟΥΣΙΝΗ, θανόντος ἐκφοροῦμεν. Ἐν Ἀθήναις τῇ 2 Ὀκτωβρίου 1918. Ἡ σύζυγος Ἑλένη, τὰ τέκνα, οἱ ἀδελφοὶ Πέτρος καὶ Α. Πινότσης, Μαρία Δ. Πινότση.: [10, 445, 295, 516]
allies-agree-text: Αἱ Σύμμαχοι Κυβερνήσεις εὑρίσκονται ἐν πλήρει συμφωνίᾳ ὡς πρὸς τὰς συνεννοήσεις μετὰ τοῦ Προέδρου Οὐΐλσων καὶ τῆς ἀπαντήσεως κοινῆς πρὸς τὴν Γερμανίαν.: [1321, 1204, 1574, 1275]
timber-text: Πωλεῖται εἰς κατώτατας τιμὰς καὶ κατωτέρας πάσης ἄλλης ξυλεία παντὸς εἴδους εἰς τὸ ἐργοστάσιον Νίκου Σάββα ἐν Πειραιεῖ, ὁδὸς Ἀκτῆς. Πωλεῖται ἐπίσης καυσόξυλα καὶ ἄνθρακες.: [10, 1069, 295, 1140]
theatre-row: Κοτοπούλη: «Ἡ Κυρία τῶν Καμελιῶν»: [811, 1234, 1027, 1248]
dateline: ΠΑΡΙΣΙΟΙ, 1 Ὀκτωβρίου.: [1052, 507, 1211, 521]
bank-rates: [10, 879, 295, 936]
divider: [10, 1626, 295, 1627]
allies-agree-heading: ΟΙ ΣΥΜΜΑΧΟΙ ΣΥΜΦΩΝΟΙ: [1355, 1188, 1539, 1204]
starch-text: Γραφεῖα, ὁδὸς Σταδίου 48. Τὸ ΑΜΥΛΟΝ καλλιεργημένης ποιότητος ἀνώτερον παντὸς ἄλλου, ἀπαραίτητον εἰς τὰ πλυντήρια καὶ τὰς οἰκογενείας. Πληροφορίαι καὶ παραγγελίαι εἰς τὸ Γραφεῖον.: [16, 669, 289, 740]
dobruja-story: [1052, 882, 1574, 939]
italian-heading: ΑΙ ΙΤΑΛΙΚΑΙ ΑΝΤΙΛΗΨΕΙΣ: [641, 1024, 965, 1053]
